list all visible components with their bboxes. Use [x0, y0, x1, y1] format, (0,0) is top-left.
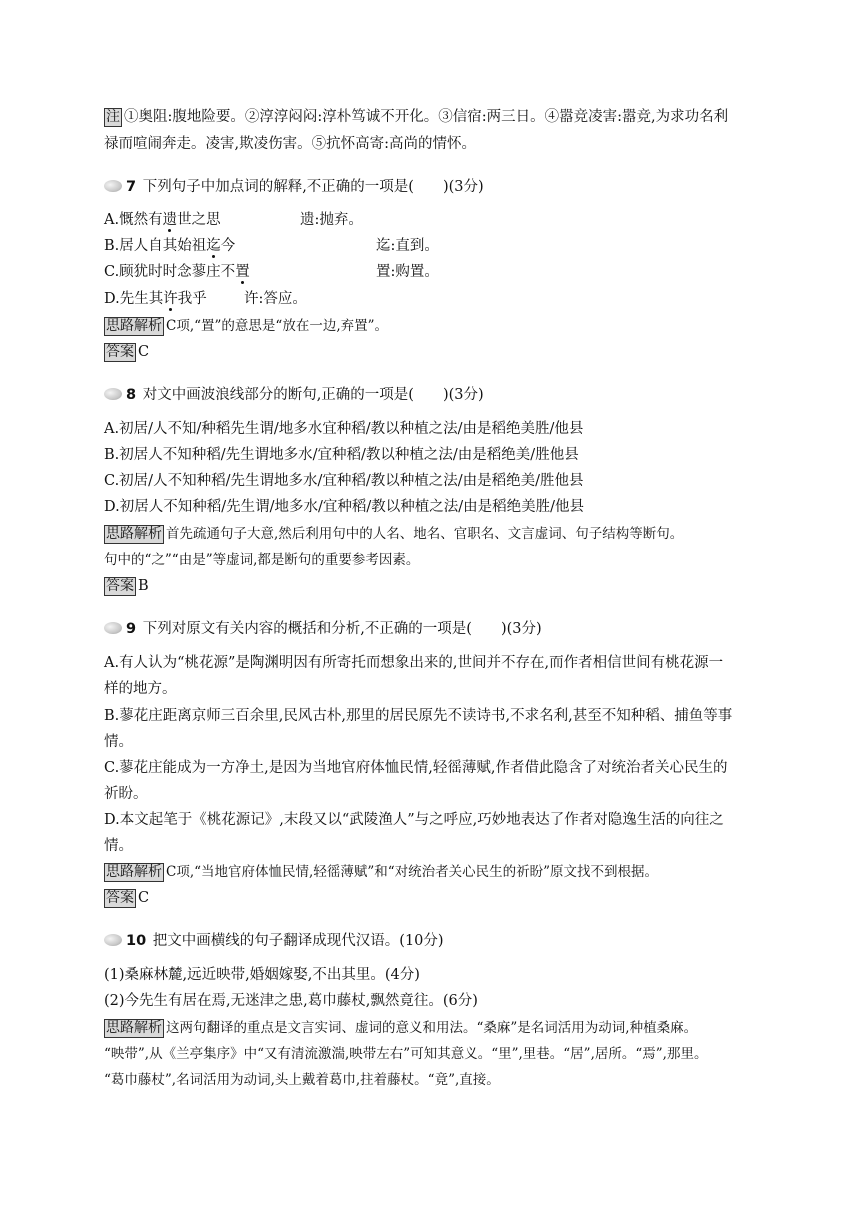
question-number: 10 [126, 933, 147, 949]
answer-value: C [138, 344, 150, 360]
answer-tag: 答案 [106, 578, 134, 594]
question-text: 对文中画波浪线部分的断句,正确的一项是( )(3分) [142, 387, 484, 403]
analysis-tag: 思路解析 [106, 318, 162, 334]
note-tag: 注 [106, 109, 120, 125]
option-text: 我乎 [177, 291, 207, 307]
q8-analysis-cont: 句中的“之”“由是”等虚词,都是断句的重要参考因素。 [104, 552, 420, 568]
option-gloss: 遗:抛弃。 [300, 212, 363, 228]
q7-option-d [104, 289, 307, 309]
answer-tag: 答案 [106, 890, 134, 906]
analysis-text: 首先疏通句子大意,然后利用句中的人名、地名、官职名、文言虚词、句子结构等断句。 [166, 526, 684, 542]
q7-option-b [104, 236, 439, 256]
question-text: 下列句子中加点词的解释,不正确的一项是( )(3分) [142, 179, 484, 195]
q9-option-c-2: 祈盼。 [104, 786, 148, 802]
q8-option-c: C.初居/人不知种稻/先生谓地多水/宜种稻/教以种植之法/由是稻绝美/胜他县 [104, 473, 584, 489]
dotted-word: 迄 [206, 238, 221, 254]
q10-sentence-2: (2)今先生有居在焉,无迷津之患,葛巾藤杖,飘然竟往。(6分) [104, 993, 478, 1009]
q10-analysis [104, 1018, 697, 1038]
analysis-text: 这两句翻译的重点是文言实词、虚词的意义和用法。“桑麻”是名词活用为动词,种植桑麻。 [166, 1020, 698, 1036]
option-text: C.顾犹时时念蓼庄不 [104, 264, 236, 280]
q7-analysis [104, 316, 388, 336]
analysis-text: C项,“当地官府体恤民情,轻徭薄赋”和“对统治者关心民生的祈盼”原文找不到根据。 [166, 864, 659, 880]
question-bullet-icon [104, 180, 122, 192]
option-text: 今 [220, 238, 236, 254]
dotted-word: 置 [235, 264, 250, 280]
q9-option-b-2: 情。 [104, 734, 133, 750]
q9-option-d-2: 情。 [104, 838, 133, 854]
q9-option-a-2: 样的地方。 [104, 681, 177, 697]
dotted-word: 许 [163, 291, 178, 307]
answer-value: B [138, 578, 149, 594]
note-text-1: ①奥阻:腹地险要。②淳淳闷闷:淳朴笃诚不开化。③信宿:两三日。④嚣竞凌害:嚣竞,为求功名利 [124, 109, 729, 125]
analysis-tag: 思路解析 [106, 526, 162, 542]
option-gloss: 置:购置。 [376, 264, 439, 280]
analysis-tag: 思路解析 [106, 864, 162, 880]
question-7-stem [104, 177, 484, 197]
question-8-stem [104, 385, 484, 405]
q9-option-a-1: A.有人认为“桃花源”是陶渊明因有所寄托而想象出来的,世间并不存在,而作者相信世间有桃花源一 [104, 655, 724, 671]
option-text: A.慨然有 [104, 212, 163, 228]
q9-option-b-1: B.蓼花庄距离京师三百余里,民风古朴,那里的居民原先不读诗书,不求名利,甚至不知种稻、捕鱼等事 [104, 708, 733, 724]
note-line-2: 禄而喧闹奔走。凌害,欺凌伤害。⑤抗怀高寄:高尚的情怀。 [104, 136, 476, 152]
question-10-stem [104, 931, 444, 951]
question-number: 7 [126, 179, 137, 195]
note-line-1 [104, 107, 728, 127]
question-text: 把文中画横线的句子翻译成现代汉语。(10分) [152, 933, 444, 949]
analysis-text: C项,“置”的意思是“放在一边,弃置”。 [166, 318, 389, 334]
dotted-word: 遗 [162, 212, 178, 228]
question-bullet-icon [104, 388, 122, 400]
q8-analysis [104, 524, 683, 544]
analysis-tag: 思路解析 [106, 1020, 162, 1036]
question-bullet-icon [104, 934, 122, 946]
option-text: 世之思 [177, 212, 221, 228]
q8-option-a: A.初居/人不知/种稻先生谓/地多水宜种稻/教以种植之法/由是稻绝美胜/他县 [104, 421, 584, 437]
option-gloss: 许:答应。 [244, 291, 307, 307]
q7-answer [104, 342, 149, 362]
q8-option-d: D.初居人不知种稻/先生谓/地多水/宜种稻/教以种植之法/由是稻绝美胜/他县 [104, 499, 585, 515]
q8-answer [104, 576, 149, 596]
q10-sentence-1: (1)桑麻林麓,远近映带,婚姻嫁娶,不出其里。(4分) [104, 967, 420, 983]
question-number: 9 [126, 621, 137, 637]
question-text: 下列对原文有关内容的概括和分析,不正确的一项是( )(3分) [142, 621, 542, 637]
option-text: D.先生其 [104, 291, 164, 307]
question-9-stem [104, 619, 542, 639]
q10-analysis-cont-2: “葛巾藤杖”,名词活用为动词,头上戴着葛巾,拄着藤杖。“竟”,直接。 [104, 1072, 500, 1088]
q10-analysis-cont-1: “映带”,从《兰亭集序》中“又有清流激湍,映带左右”可知其意义。“里”,里巷。“居”,居所。“焉”,那里。 [104, 1046, 708, 1062]
answer-value: C [138, 890, 150, 906]
q7-option-c [104, 262, 439, 282]
answer-tag: 答案 [106, 344, 134, 360]
q9-option-c-1: C.蓼花庄能成为一方净土,是因为当地官府体恤民情,轻徭薄赋,作者借此隐含了对统治者关心民生的 [104, 760, 728, 776]
option-text: B.居人自其始祖 [104, 238, 207, 254]
question-number: 8 [126, 387, 137, 403]
q9-answer [104, 888, 149, 908]
q9-option-d-1: D.本文起笔于《桃花源记》,末段又以“武陵渔人”与之呼应,巧妙地表达了作者对隐逸生活的向往之 [104, 812, 724, 828]
q8-option-b: B.初居人不知种稻/先生谓地多水/宜种稻/教以种植之法/由是稻绝美/胜他县 [104, 447, 579, 463]
q7-option-a [104, 210, 363, 230]
q9-analysis [104, 862, 658, 882]
question-bullet-icon [104, 622, 122, 634]
option-gloss: 迄:直到。 [376, 238, 439, 254]
